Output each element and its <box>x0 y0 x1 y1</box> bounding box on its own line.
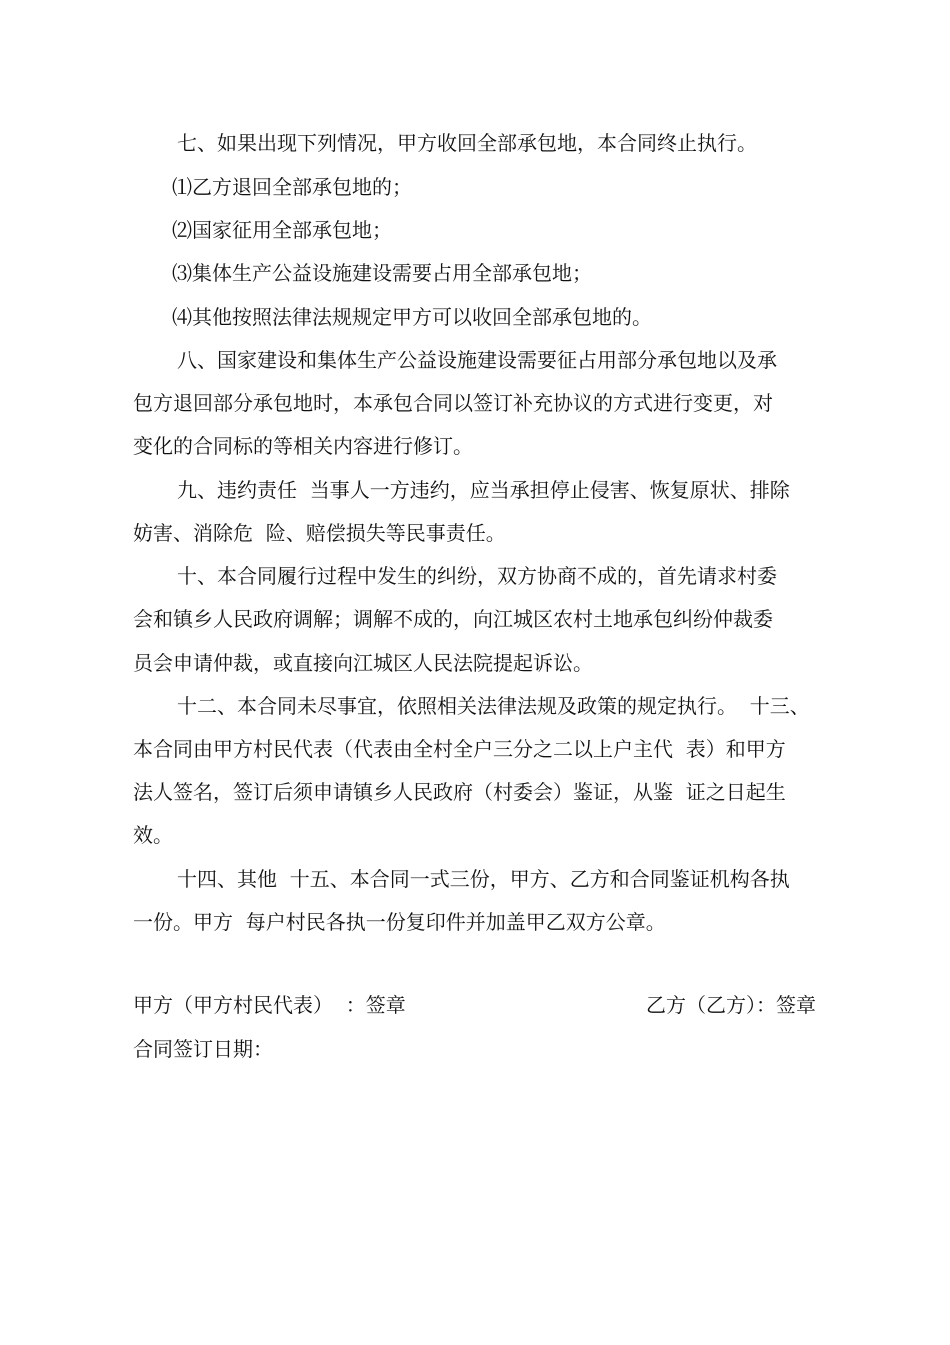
clause8-line-1: 八、国家建设和集体生产公益设施建设需要征占用部分承包地以及承 <box>177 348 777 372</box>
party-a-signature: 甲方（甲方村民代表） ：签章 <box>133 993 406 1017</box>
party-b-signature: 乙方（乙方）：签章 <box>646 993 816 1017</box>
clause8-line-3: 变化的合同标的等相关内容进行修订。 <box>133 434 473 458</box>
clause12-13-line-1: 十二、本合同未尽事宜，依照相关法律法规及政策的规定执行。 十三、 <box>177 694 810 718</box>
clause8-line-2: 包方退回部分承包地时，本承包合同以签订补充协议的方式进行变更，对 <box>133 391 773 415</box>
clause10-line-2: 会和镇乡人民政府调解；调解不成的，向江城区农村土地承包纠纷仲裁委 <box>133 607 773 631</box>
clause9-line-1: 九、违约责任 当事人一方违约，应当承担停止侵害、恢复原状、排除 <box>177 478 790 502</box>
clause7-item-3: ⑶集体生产公益设施建设需要占用全部承包地； <box>172 261 592 285</box>
signing-date-label: 合同签订日期： <box>133 1037 273 1061</box>
clause9-line-2: 妨害、消除危 险、赔偿损失等民事责任。 <box>133 521 506 545</box>
clause14-15-line-1: 十四、其他 十五、本合同一式三份，甲方、乙方和合同鉴证机构各执 <box>177 867 790 891</box>
clause12-13-line-2: 本合同由甲方村民代表（代表由全村全户三分之二以上户主代 表）和甲方 <box>133 737 786 761</box>
clause12-13-line-3: 法人签名，签订后须申请镇乡人民政府（村委会）鉴证，从鉴 证之日起生 <box>133 780 786 804</box>
clause7-heading: 七、如果出现下列情况，甲方收回全部承包地，本合同终止执行。 <box>177 131 757 155</box>
clause14-15-line-2: 一份。甲方 每户村民各执一份复印件并加盖甲乙双方公章。 <box>133 910 666 934</box>
clause12-13-line-4: 效。 <box>133 823 173 847</box>
clause7-item-4: ⑷其他按照法律法规规定甲方可以收回全部承包地的。 <box>172 305 652 329</box>
clause10-line-3: 员会申请仲裁，或直接向江城区人民法院提起诉讼。 <box>133 651 593 675</box>
clause7-item-2: ⑵国家征用全部承包地； <box>172 218 392 242</box>
clause10-line-1: 十、本合同履行过程中发生的纠纷，双方协商不成的，首先请求村委 <box>177 564 777 588</box>
clause7-item-1: ⑴乙方退回全部承包地的； <box>172 175 412 199</box>
